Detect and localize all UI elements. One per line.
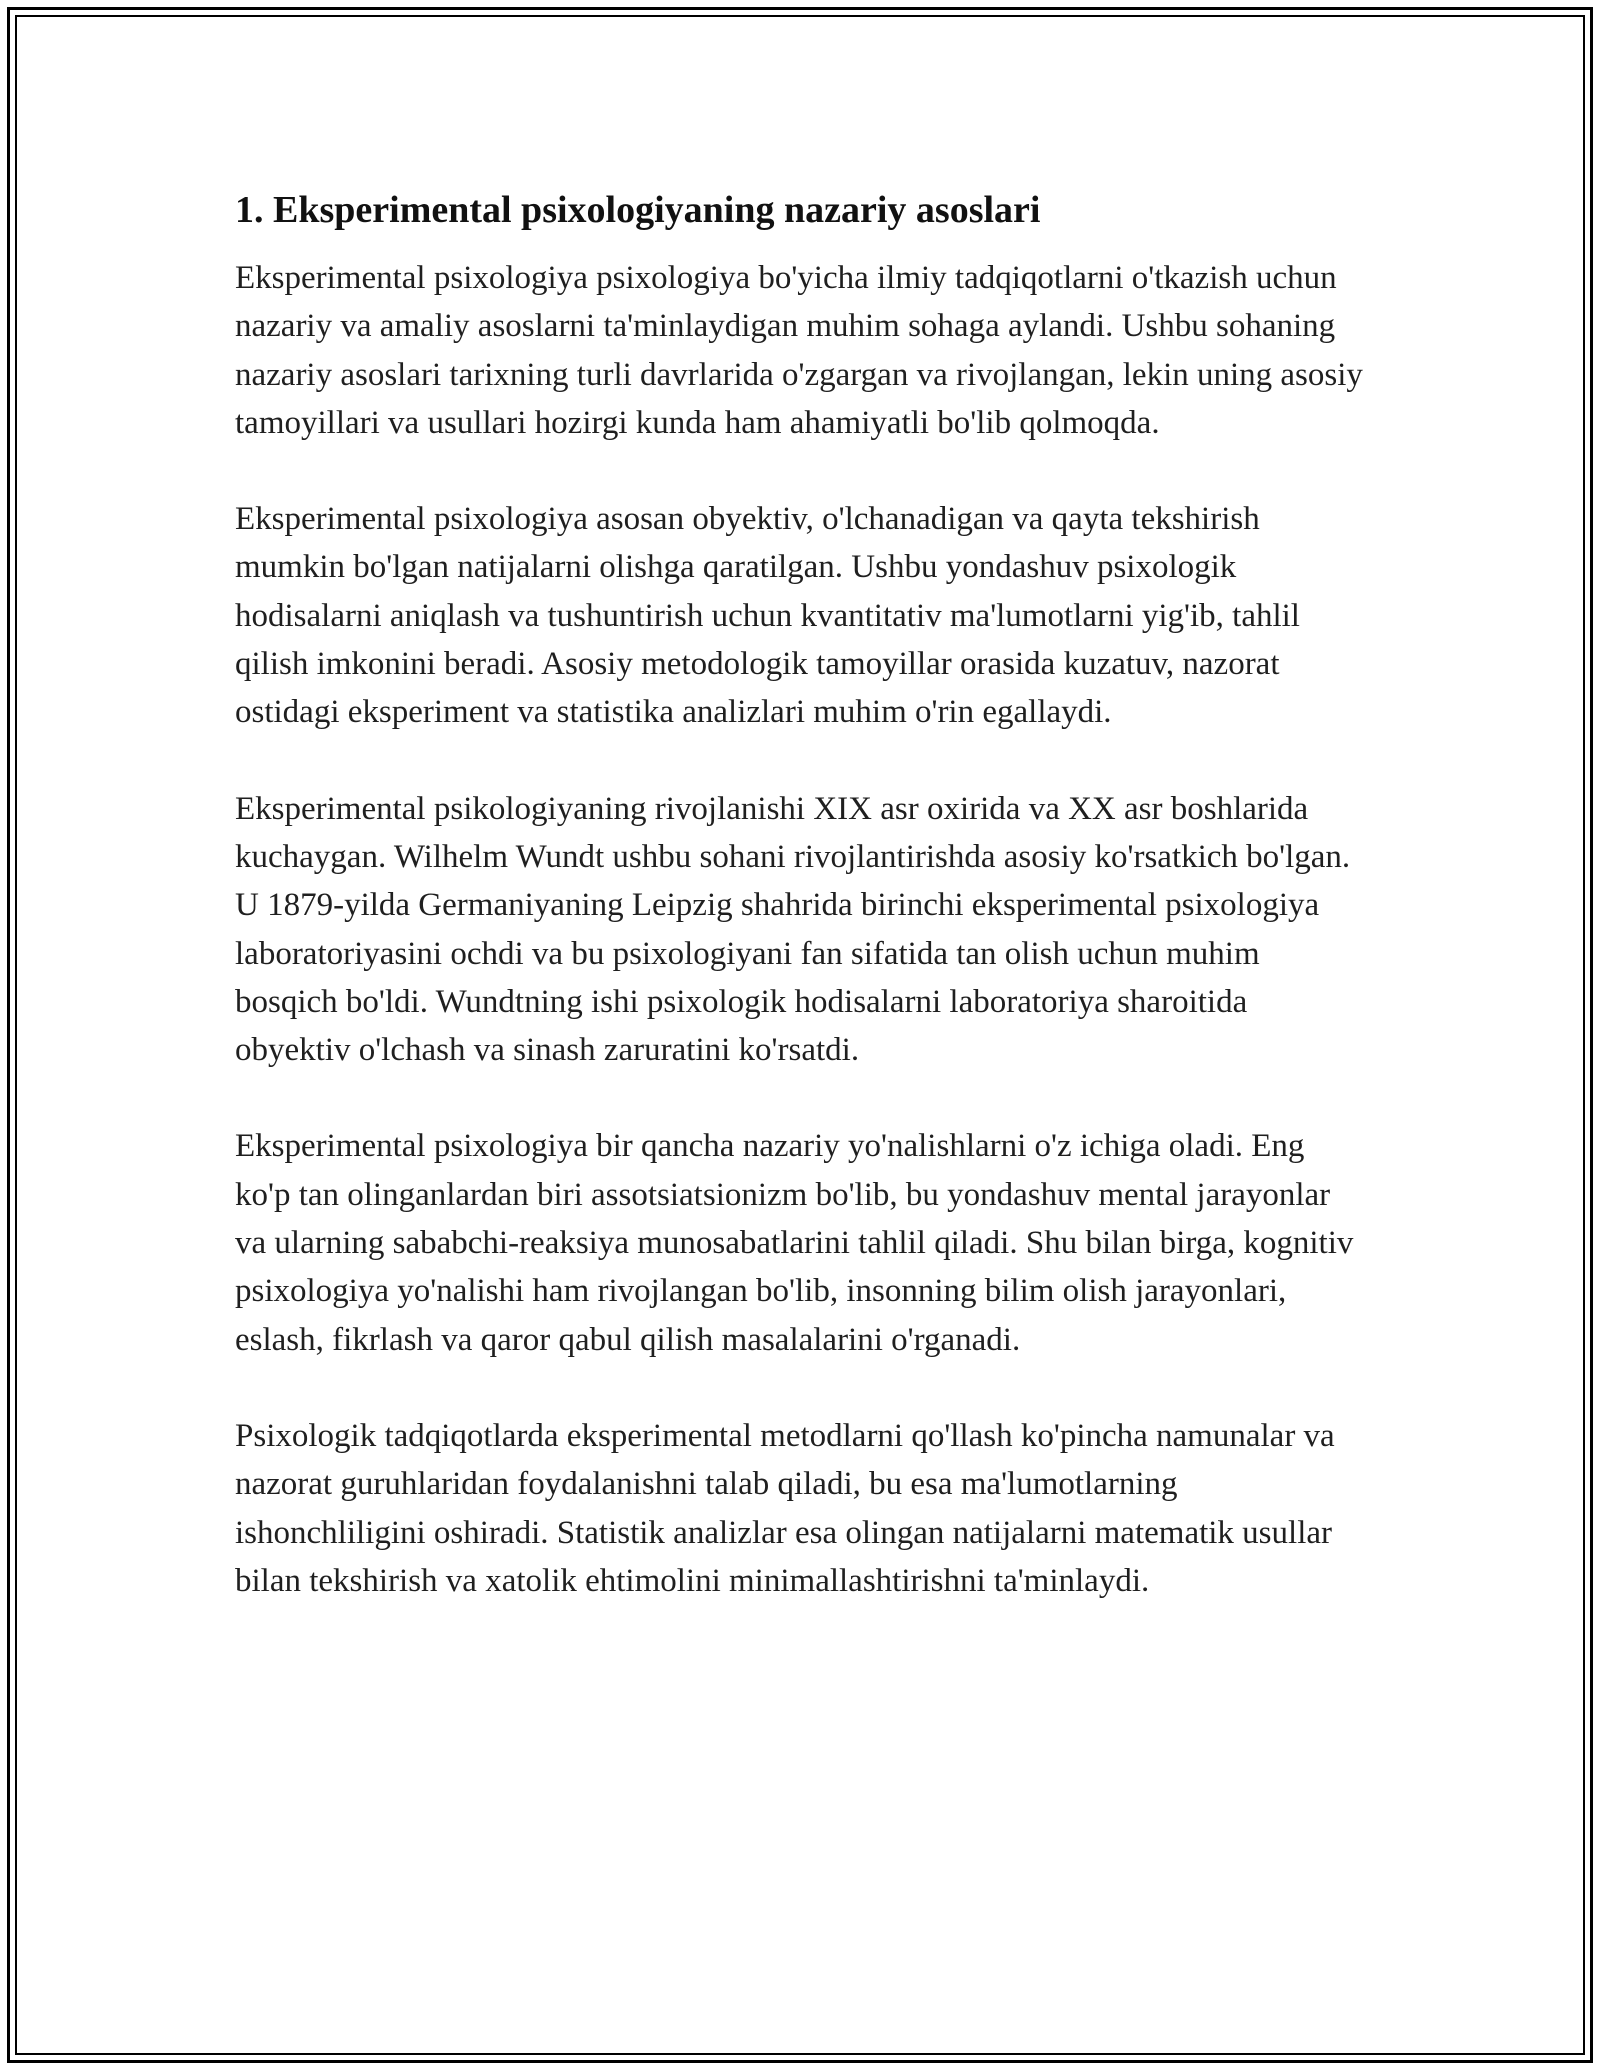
section-heading: 1. Eksperimental psixologiyaning nazariy asoslari — [235, 189, 1041, 231]
paragraph-3: Eksperimental psikologiyaning rivojlanishi XIX asr oxirida va XX asr boshlarida kuchaygan. Wilhelm Wundt ushbu sohani rivojlantirishda asosiy ko'rsatkich bo'lgan. U 1879-yilda Germaniyaning Leipzig shahrida birinchi eksperimental psixologiya laboratoriyasini ochdi va bu psixologiyani fan sifatida tan olish uchun muhim bosqich bo'ldi. Wundtning ishi psixologik hodisalarni laboratoriya sharoitida obyektiv o'lchash va sinash zaruratini ko'rsatdi. — [235, 790, 1351, 1069]
paragraph-4: Eksperimental psixologiya bir qancha nazariy yo'nalishlarni o'z ichiga oladi. Eng ko'p tan olinganlardan biri assotsiatsionizm bo'lib, bu yondashuv mental jarayonlar va ularning sababchi-reaksiya munosabatlarini tahlil qiladi. Shu bilan birga, kognitiv psixologiya yo'nalishi ham rivojlangan bo'lib, insonning bilim olish jarayonlari, eslash, fikrlash va qaror qabul qilish masalalarini o'rganadi. — [235, 1128, 1354, 1358]
document-body — [235, 186, 1365, 1653]
paragraph-2: Eksperimental psixologiya asosan obyektiv, o'lchanadigan va qayta tekshirish mumkin bo'lgan natijalarni olishga qaratilgan. Ushbu yondashuv psixologik hodisalarni aniqlash va tushuntirish uchun kvantitativ ma'lumotlarni yig'ib, tahlil qilish imkonini beradi. Asosiy metodologik tamoyillar orasida kuzatuv, nazorat ostidagi eksperiment va statistika analizlari muhim o'rin egallaydi. — [235, 501, 1300, 731]
paragraph-1: Eksperimental psixologiya psixologiya bo'yicha ilmiy tadqiqotlarni o'tkazish uchun nazariy va amaliy asoslarni ta'minlaydigan muhim sohaga aylandi. Ushbu sohaning nazariy asoslari tarixning turli davrlarida o'zgargan va rivojlangan, lekin uning asosiy tamoyillari va usullari hozirgi kunda ham ahamiyatli bo'lib qolmoqda. — [235, 260, 1363, 441]
paragraph-5: Psixologik tadqiqotlarda eksperimental metodlarni qo'llash ko'pincha namunalar va nazorat guruhlaridan foydalanishni talab qiladi, bu esa ma'lumotlarning ishonchliligini oshiradi. Statistik analizlar esa olingan natijalarni matematik usullar bilan tekshirish va xatolik ehtimolini minimallashtirishni ta'minlaydi. — [235, 1417, 1335, 1599]
